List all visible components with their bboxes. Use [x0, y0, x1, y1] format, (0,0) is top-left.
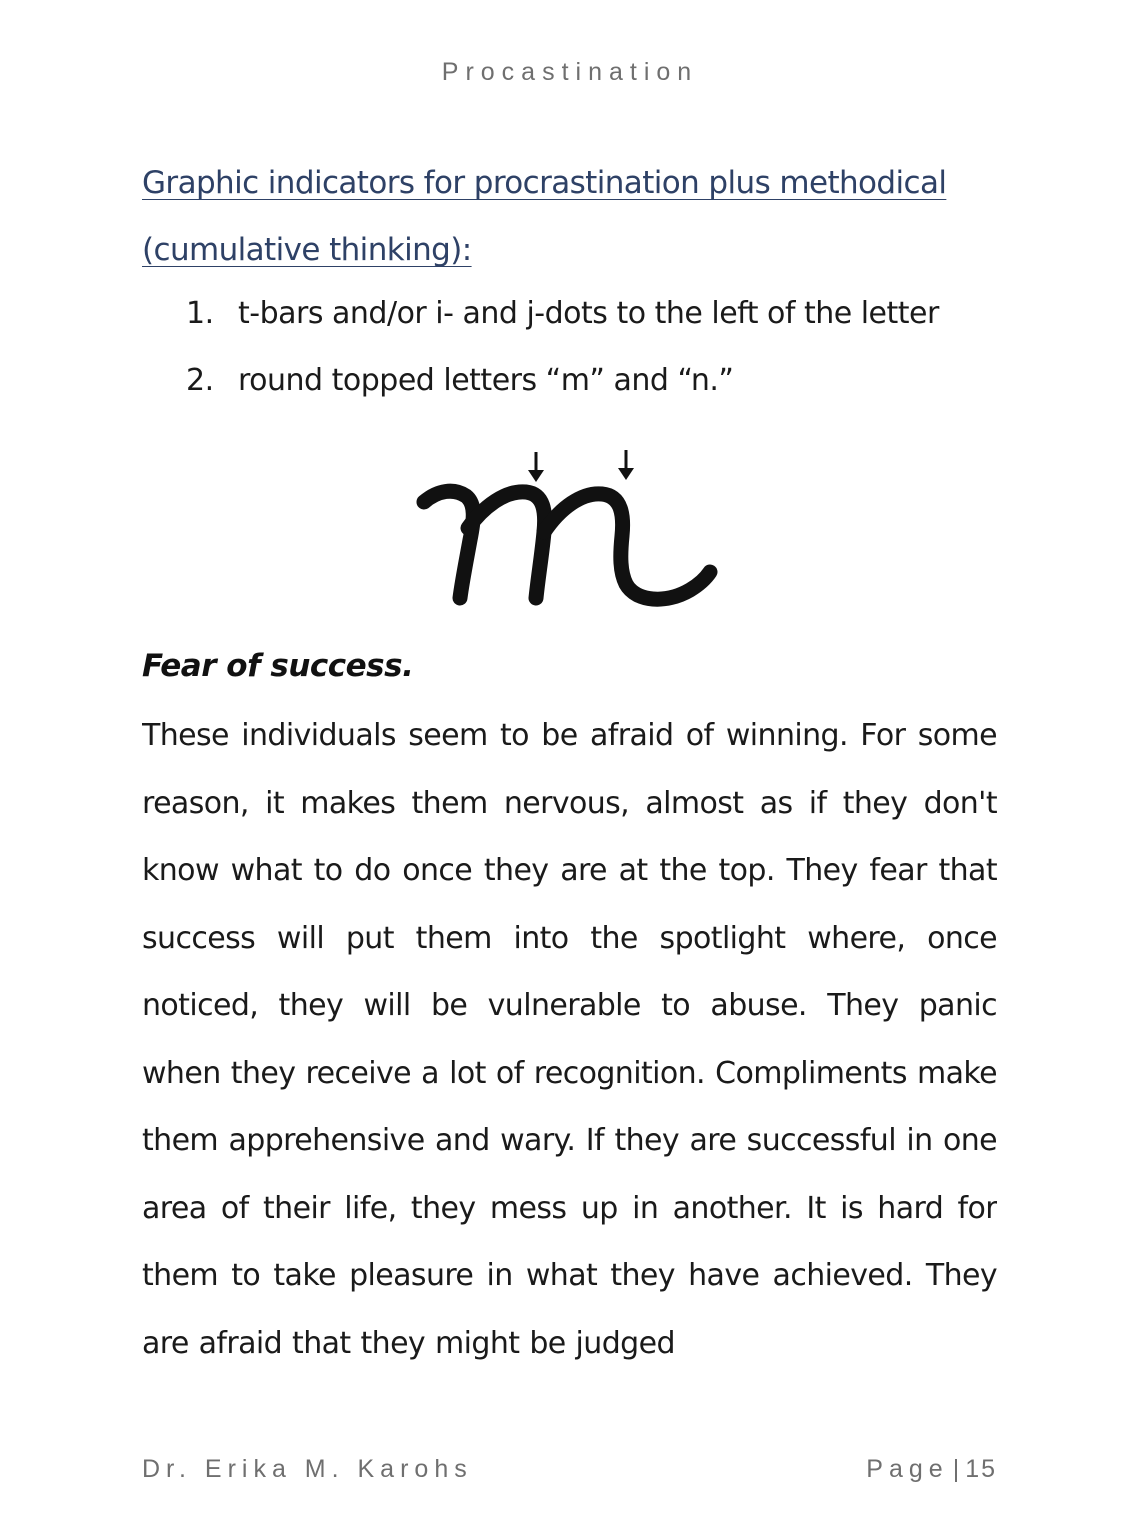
indicator-list — [186, 280, 939, 414]
footer-page-number: 15 — [965, 1455, 997, 1483]
down-arrow-icon — [528, 452, 544, 482]
section-heading: Graphic indicators for procrastination plus methodical (cumulative thinking): — [142, 165, 947, 268]
down-arrow-icon — [618, 450, 634, 480]
footer-page-label: Page — [866, 1455, 949, 1483]
fear-of-success-paragraph: These individuals seem to be afraid of winning. For some reason, it makes them nervous, almost as if they don't know what to do once they are at the top. They fear that success will put them into the spotlight where, once noticed, they will be vulnerable to abuse. They panic when they receive a lot of recognition. Compliments make them apprehensive and wary. If they are successful in one area of their life, they mess up in another. It is hard for them to take pleasure in what they have achieved. They are afraid that they might be judged — [142, 718, 997, 1361]
running-header: Procastination — [441, 58, 699, 86]
footer-page-indicator — [866, 1455, 997, 1484]
list-item — [186, 347, 939, 414]
list-item-text: round topped letters “m” and “n.” — [238, 363, 734, 398]
handwritten-m-icon — [424, 491, 710, 599]
footer-author: Dr. Erika M. Karohs — [142, 1455, 473, 1483]
footer-separator: | — [952, 1455, 960, 1483]
list-item — [186, 280, 939, 347]
fear-of-success-heading: Fear of success. — [142, 648, 414, 684]
handwritten-m-illustration — [410, 440, 730, 620]
list-item-text: t-bars and/or i- and j-dots to the left of the letter — [238, 296, 939, 331]
list-item-number: 1. — [186, 296, 214, 331]
list-item-number: 2. — [186, 363, 214, 398]
